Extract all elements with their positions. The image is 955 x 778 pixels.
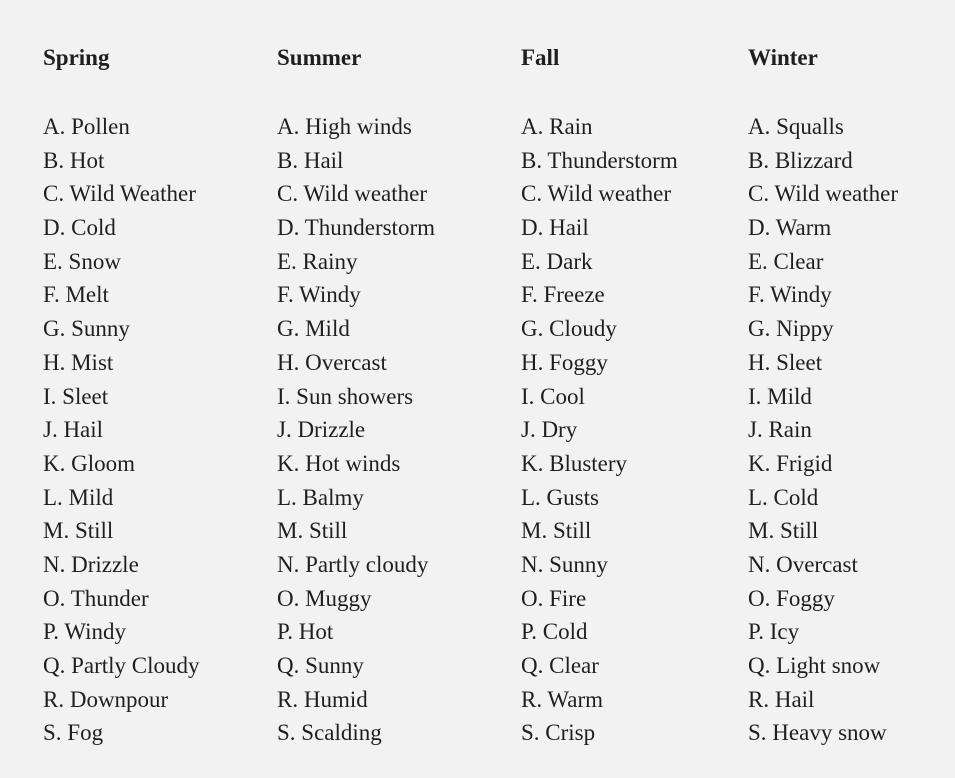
list-item: M. Still bbox=[277, 518, 348, 544]
list-item: R. Downpour bbox=[43, 686, 169, 712]
column-winter bbox=[748, 43, 899, 746]
season-title-fall: Fall bbox=[521, 45, 560, 70]
list-item: G. Cloudy bbox=[521, 316, 617, 342]
list-item: O. Thunder bbox=[43, 585, 149, 611]
list-item: B. Thunderstorm bbox=[521, 147, 678, 173]
list-item: S. Scalding bbox=[277, 720, 382, 746]
list-item: A. Pollen bbox=[43, 114, 130, 139]
list-item: E. Dark bbox=[521, 248, 593, 274]
list-item: A. Rain bbox=[521, 114, 593, 139]
list-item: O. Fire bbox=[521, 585, 587, 611]
list-item: P. Windy bbox=[43, 619, 127, 645]
list-item: D. Warm bbox=[748, 215, 832, 241]
list-item: F. Windy bbox=[748, 282, 832, 308]
column-spring bbox=[43, 43, 200, 746]
list-item: M. Still bbox=[521, 518, 592, 544]
item-list-winter bbox=[748, 110, 898, 750]
list-item: J. Hail bbox=[43, 417, 104, 443]
list-item: F. Windy bbox=[277, 282, 361, 308]
list-item: P. Icy bbox=[748, 619, 800, 645]
list-item: S. Fog bbox=[43, 720, 104, 746]
list-item: C. Wild weather bbox=[277, 181, 428, 207]
list-item: B. Hot bbox=[43, 147, 105, 173]
list-item: I. Mild bbox=[748, 383, 812, 409]
list-item: P. Cold bbox=[521, 619, 588, 645]
list-item: J. Dry bbox=[521, 417, 578, 443]
item-list-summer bbox=[277, 110, 435, 750]
list-item: L. Cold bbox=[748, 484, 819, 510]
list-item: I. Cool bbox=[521, 383, 585, 409]
list-item: H. Sleet bbox=[748, 349, 823, 375]
list-item: A. Squalls bbox=[748, 114, 844, 139]
list-item: N. Drizzle bbox=[43, 551, 139, 577]
list-item: P. Hot bbox=[277, 619, 334, 645]
list-item: Q. Clear bbox=[521, 653, 599, 678]
list-item: K. Frigid bbox=[748, 450, 833, 476]
list-item: K. Hot winds bbox=[277, 450, 401, 476]
list-item: R. Hail bbox=[748, 686, 815, 712]
list-item: E. Rainy bbox=[277, 248, 358, 274]
season-title-winter: Winter bbox=[748, 45, 818, 70]
list-item: N. Sunny bbox=[521, 551, 608, 577]
list-item: G. Sunny bbox=[43, 316, 130, 342]
list-item: N. Partly cloudy bbox=[277, 551, 429, 577]
list-item: K. Gloom bbox=[43, 450, 135, 476]
list-item: H. Foggy bbox=[521, 349, 608, 375]
list-item: M. Still bbox=[748, 518, 819, 544]
list-item: G. Mild bbox=[277, 316, 350, 342]
list-item: N. Overcast bbox=[748, 551, 858, 577]
list-item: F. Melt bbox=[43, 282, 109, 308]
list-item: I. Sun showers bbox=[277, 383, 414, 409]
list-item: D. Cold bbox=[43, 215, 116, 241]
list-item: S. Heavy snow bbox=[748, 720, 887, 746]
list-item: D. Hail bbox=[521, 215, 589, 241]
list-item: F. Freeze bbox=[521, 282, 605, 308]
item-list-fall bbox=[521, 110, 678, 750]
list-item: C. Wild weather bbox=[521, 181, 672, 207]
list-item: L. Gusts bbox=[521, 484, 599, 510]
list-item: I. Sleet bbox=[43, 383, 109, 409]
list-item: O. Foggy bbox=[748, 585, 835, 611]
list-item: L. Balmy bbox=[277, 484, 364, 510]
list-item: J. Drizzle bbox=[277, 417, 366, 443]
list-item: L. Mild bbox=[43, 484, 114, 510]
list-item: O. Muggy bbox=[277, 585, 372, 611]
season-title-spring: Spring bbox=[43, 45, 110, 70]
list-item: G. Nippy bbox=[748, 316, 834, 342]
list-item: Q. Partly Cloudy bbox=[43, 653, 200, 678]
list-item: K. Blustery bbox=[521, 450, 628, 476]
list-item: R. Warm bbox=[521, 686, 604, 712]
list-item: H. Overcast bbox=[277, 349, 387, 375]
list-item: Q. Light snow bbox=[748, 653, 881, 678]
list-item: R. Humid bbox=[277, 686, 368, 712]
list-item: A. High winds bbox=[277, 114, 412, 139]
list-item: C. Wild weather bbox=[748, 181, 899, 207]
list-item: D. Thunderstorm bbox=[277, 215, 436, 241]
list-item: E. Snow bbox=[43, 248, 121, 274]
item-list-spring bbox=[43, 110, 200, 750]
list-item: S. Crisp bbox=[521, 720, 596, 746]
list-item: B. Hail bbox=[277, 147, 344, 173]
column-fall bbox=[521, 43, 678, 746]
list-item: C. Wild Weather bbox=[43, 181, 196, 207]
list-item: H. Mist bbox=[43, 349, 114, 375]
list-item: B. Blizzard bbox=[748, 147, 853, 173]
list-item: E. Clear bbox=[748, 248, 824, 274]
column-summer bbox=[277, 43, 436, 746]
season-title-summer: Summer bbox=[277, 45, 362, 70]
list-item: J. Rain bbox=[748, 417, 812, 443]
list-item: Q. Sunny bbox=[277, 653, 364, 678]
list-item: M. Still bbox=[43, 518, 114, 544]
